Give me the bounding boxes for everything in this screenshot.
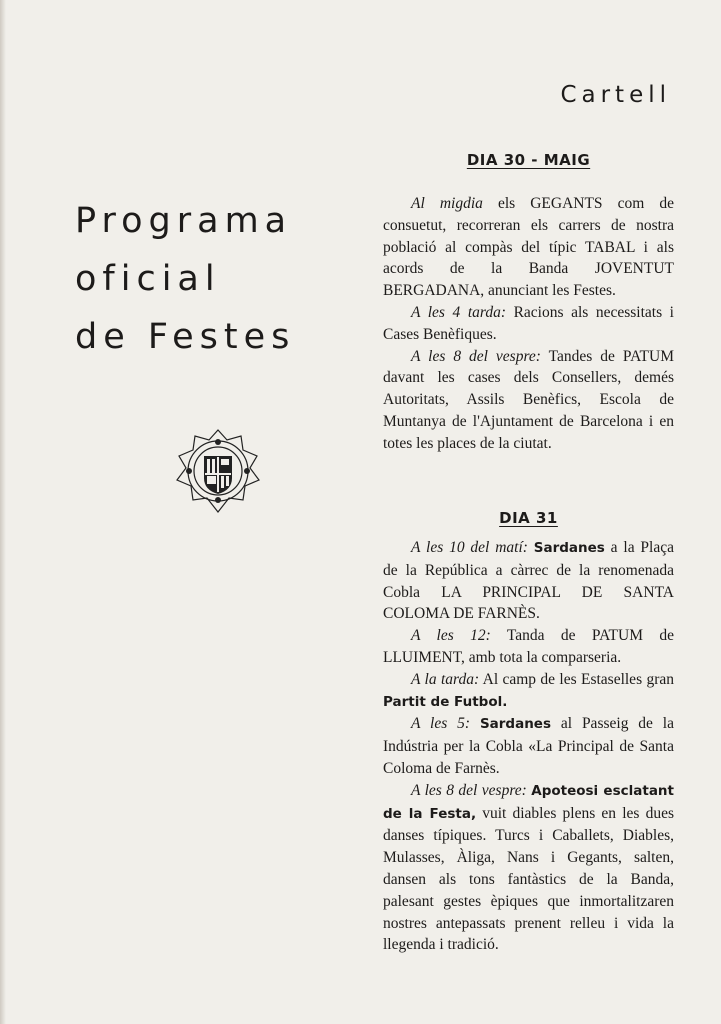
day-30-heading: DIA 30 - MAIG: [466, 151, 591, 169]
day-31-section: [383, 508, 674, 530]
program-title: [75, 192, 375, 366]
day-30-item-1: Al migdia els GEGANTS com de consuetut, recorreran els carrers de nostra població al compàs del típic TABAL i als acords de la Banda JOVENTUT BERGADANA, anunciant les Festes.: [383, 195, 674, 300]
title-line-3: de Festes: [75, 317, 296, 357]
day-30-body: [383, 193, 674, 455]
day-31-item-4: A les 5: Sardanes al Passeig de la Indústria per la Cobla «La Principal de Santa Coloma de Farnès.: [383, 715, 674, 777]
day-31-item-2: A les 12: Tanda de PATUM de LLUIMENT, amb tota la comparseria.: [383, 627, 674, 666]
day-30-section: [383, 150, 674, 172]
day-31-item-1: A les 10 del matí: Sardanes a la Plaça de la República a càrrec de la renomenada Cobla LA PRINCIPAL DE SANTA COLOMA DE FARNÈS.: [383, 539, 674, 623]
day-30-item-3: A les 8 del vespre: Tandes de PATUM davant les cases dels Consellers, demés Autoritats, Assils Benèfics, Escola de Muntanya de l'Ajuntament de Barcelona i en totes les places de la ciutat.: [383, 347, 674, 452]
coat-of-arms-emblem: [175, 428, 261, 514]
day-31-body: [383, 537, 674, 956]
day-30-item-2: A les 4 tarda: Racions als necessitats i Cases Benèfiques.: [383, 303, 674, 343]
title-line-2: oficial: [75, 259, 221, 299]
day-31-item-5: A les 8 del vespre: Apoteosi esclatant de la Festa, vuit diables plens en les dues danses típiques. Turcs i Caballets, Diables, Mulasses, Àliga, Nans i Gegants, salten, dansen als tons fantàstics de la Banda, palesant gestes èpiques que inmortalitzaren nostres antepassats prenent relleu i vida la llegenda i tradició.: [383, 781, 674, 954]
page-edge-shadow: [0, 0, 6, 1024]
header-label: Cartell: [560, 82, 671, 108]
day-31-heading: DIA 31: [499, 509, 558, 527]
title-line-1: Programa: [75, 201, 293, 241]
day-31-item-3: A la tarda: Al camp de les Estaselles gran Partit de Futbol.: [383, 670, 674, 710]
